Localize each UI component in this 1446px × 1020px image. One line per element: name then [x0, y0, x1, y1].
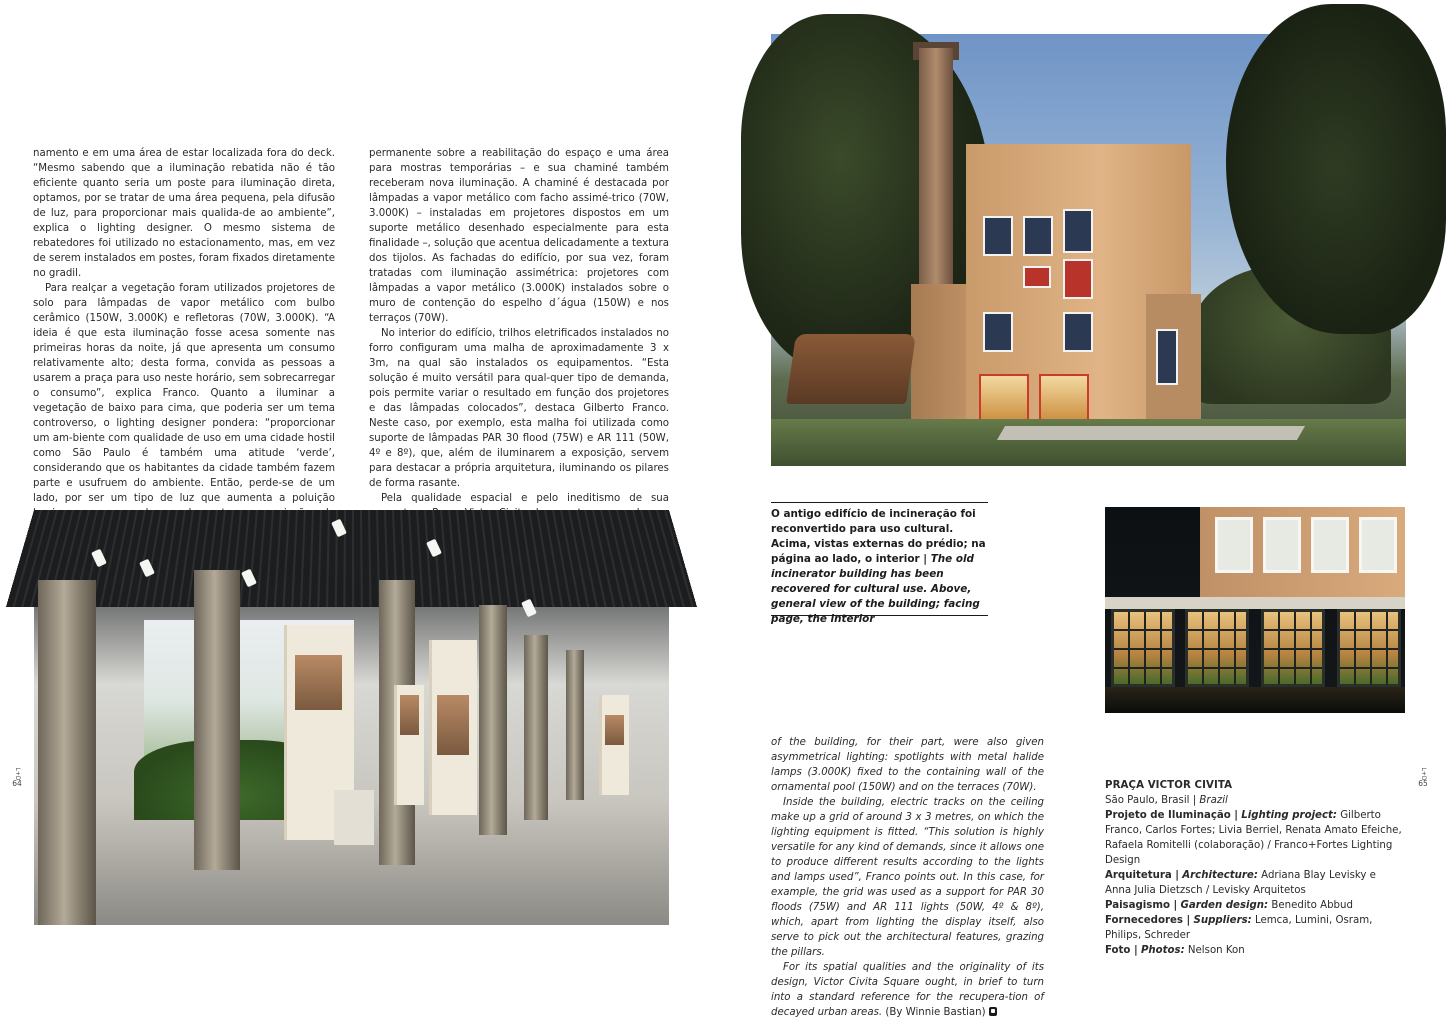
caption-portuguese: O antigo edifício de incineração foi reconvertido para uso cultural. Acima, vistas externas do prédio; na página ao lado, o interior | [771, 508, 986, 565]
paragraph: namento e em uma área de estar localizada fora do deck. “Mesmo sabendo que a iluminação rebatida não é tão eficiente quanto seria um poste para iluminação direta, optamos, por se tratar de uma área pequena, pela difusão de luz, para proporcionar mais qualida-de ao ambiente”, explica o lighting designer. O mesmo sistema de rebatedores foi utilizado no estacionamento, mas, em vez de serem instalados em postes, foram fixados diretamente no gradil. [33, 148, 335, 279]
page-number: 65 [1418, 779, 1428, 788]
facade-night-photo [1105, 507, 1405, 713]
credit-photos: Foto | Photos: Nelson Kon [1105, 945, 1245, 956]
credit-architecture: Arquitetura | Architecture: Adriana Blay Levisky e Anna Julia Dietzsch / Levisky Arquitetos [1105, 870, 1376, 896]
interior-exhibition-photo [34, 510, 669, 925]
exhibit-panel [394, 685, 424, 805]
paragraph-text: For its spatial qualities and the originality of its design, Victor Civita Square ought, in brief to turn into a standard reference for the recupera-tion of decayed urban areas. [771, 962, 1044, 1018]
magazine-mark: L+D [1420, 767, 1427, 781]
paragraph: Inside the building, electric tracks on the ceiling make up a grid of around 3 x 3 metres, on which the lighting equipment is fitted. “This solution is highly versatile for any kind of demands, since it allows one to produce different results according to the lights and lamps used”, Franco points out. In this case, for example, the grid was used as a support for PAR 30 floods (75W) and AR 111 lights (50W, 4º & 8º), which, apart from lighting the display itself, also serve to pick out the architectural features, grazing the pillars. [771, 797, 1044, 958]
exhibit-panel [599, 695, 629, 795]
credit-landscaping: Paisagismo | Garden design: Benedito Abbud [1105, 900, 1353, 911]
exhibit-panel [429, 640, 477, 815]
page-number-right [1414, 767, 1432, 788]
paragraph: Para realçar a vegetação foram utilizados projetores de solo para lâmpadas de vapor metálico com bulbo cerâmico (150W, 3.000K) e refletoras (70W, 3.000K). “A ideia é que esta iluminação fosse acesa somente nas primeiras horas da noite, já que apresenta um consumo relativamente alto; desta forma, convida as pessoas a usarem a praça para uso neste horário, sem sobrecarregar o consumo”, explica Franco. Quanto a iluminar a vegetação de baixo para cima, que poderia ser um tema controverso, o lighting designer pondera: “proporcionar um am-biente com qualidade de uso em uma cidade hostil como São Paulo é também uma atitude ‘verde’, considerando que os habitantes da cidade também fazem parte e usufruem do ambiente. Então, perde-se de um lado, por ser um tipo de luz que aumenta a poluição [33, 283, 335, 504]
body-text-column-2 [369, 146, 669, 551]
exterior-building-photo [771, 34, 1406, 466]
pillar [38, 580, 96, 925]
caption-english: The old incinerator building has been recovered for cultural use. Above, general view of the building; facing page, the interior [771, 553, 980, 625]
paragraph [771, 960, 1044, 1020]
byline: (By Winnie Bastian) [885, 1007, 986, 1018]
body-text-column-1 [33, 146, 335, 566]
page-number-left [8, 767, 26, 788]
pillar [194, 570, 240, 870]
end-of-article-icon [989, 1007, 997, 1016]
project-title: PRAÇA VICTOR CIVITA [1105, 780, 1233, 791]
paragraph: No interior do edifício, trilhos eletrificados instalados no forro configuram uma malha de aproximadamente 3 x 3m, na qual são instalados os equipamentos. “Esta solução é muito versátil para qual-quer tipo de demanda, pois permite variar o resultado em função dos projetores e das lâmpadas colocados”, destaca Gilberto Franco. Neste caso, por exemplo, esta malha foi utilizada como suporte de lâmpadas PAR 30 flood (75W) e AR 111 (50W, 4º e 8º), que, além de iluminarem a exposição, servem para destacar a própria arquitetura, iluminando os pilares de forma rasante. [369, 328, 669, 489]
paragraph: permanente sobre a reabilitação do espaço e uma área para mostras temporárias – e sua chaminé também receberam nova iluminação. A chaminé é destacada por lâmpadas a vapor metálico com facho assimé-trico (70W, 3.000K) – instaladas em projetores dispostos em um suporte metálico desenhado especialmente para esta finalidade –, solução que acentua delicadamente a textura dos tijolos. As fachadas do edifício, por sua vez, foram tratadas com iluminação assimétrica: projetores com lâmpadas a vapor metálico (3.000K) instalados sobre o muro de contenção do espelho d´água (150W) e nos terraços (70W). [369, 148, 669, 324]
magazine-mark: L+D [14, 767, 21, 781]
project-credits [1105, 778, 1405, 958]
credit-lighting: Projeto de Iluminação | Lighting project: Gilberto Franco, Carlos Fortes; Livia Berriel, Renata Amato Efeiche, Rafaela Romitelli (colaboração) / Franco+Fortes Lighting Design [1105, 810, 1402, 866]
credit-suppliers: Fornecedores | Suppliers: Lemca, Lumini, Osram, Philips, Schreder [1105, 915, 1373, 941]
paragraph-text: Pela qualidade espacial e pelo ineditismo de sua [381, 493, 669, 504]
wooden-bench [786, 334, 916, 404]
credit-location: São Paulo, Brasil | Brazil [1105, 795, 1228, 806]
pillar [566, 650, 584, 800]
body-text-column-english [771, 735, 1044, 1020]
pillar [524, 635, 548, 820]
photo-caption [771, 502, 988, 625]
pillar [479, 605, 507, 835]
page-number: 64 [12, 779, 22, 788]
paragraph: of the building, for their part, were also given asymmetrical lighting: spotlights with metal halide lamps (3.000K) fixed to the containing wall of the ornamental pool (150W) and on the terraces (70W). [771, 737, 1044, 793]
